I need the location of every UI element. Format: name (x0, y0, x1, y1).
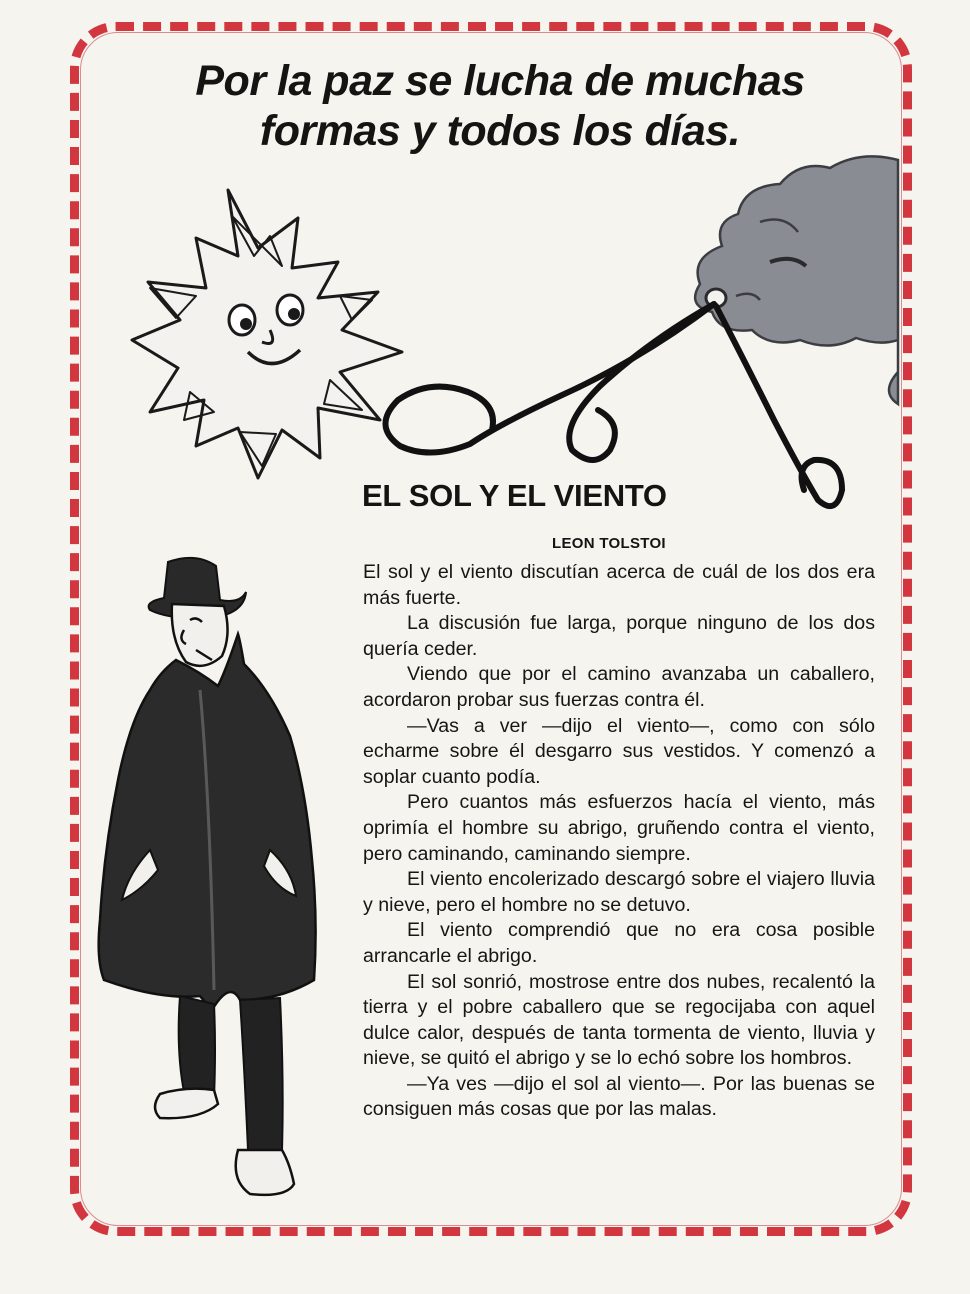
story-paragraph: El sol y el viento discutían acerca de cuál de los dos era más fuerte. (363, 561, 875, 609)
headline-line-1: Por la paz se lucha de muchas (195, 57, 805, 105)
story-paragraph: La discusión fue larga, porque ninguno de los dos quería ceder. (363, 612, 875, 660)
story-paragraph: El viento comprendió que no era cosa posible arrancarle el abrigo. (363, 919, 875, 967)
story-paragraph: El sol sonrió, mostrose entre dos nubes, recalentó la tierra y el pobre caballero que se regocijaba con aquel dulce calor, después de tanta tormenta de viento, lluvia y nieve, se quitó el abrigo y se lo echó sobre los hombros. (363, 970, 875, 1070)
man-in-coat-icon (99, 558, 316, 1195)
story-body (363, 560, 875, 1123)
story-paragraph: El viento encolerizado descargó sobre el viajero lluvia y nieve, pero el hombre no se detuvo. (363, 868, 875, 916)
story-paragraph: Viendo que por el camino avanzaba un caballero, acordaron probar sus fuerzas contra él. (363, 663, 875, 711)
story-paragraph: —Vas a ver —dijo el viento—, como con sólo echarme sobre él desgarro sus vestidos. Y comenzó a soplar cuanto podía. (363, 714, 875, 788)
smiling-sun-icon (132, 190, 402, 478)
story-paragraph: —Ya ves —dijo el sol al viento—. Por las buenas se consiguen más cosas que por las malas. (363, 1072, 875, 1121)
story-paragraph: Pero cuantos más esfuerzos hacía el viento, más oprimía el hombre su abrigo, gruñendo contra el viento, pero caminando, caminando siempre. (363, 791, 875, 865)
story-title: EL SOL Y EL VIENTO (362, 478, 667, 513)
headline-line-2: formas y todos los días. (259, 107, 741, 155)
blowing-cloud-icon (695, 156, 898, 404)
story-author: LEON TOLSTOI (552, 535, 666, 552)
